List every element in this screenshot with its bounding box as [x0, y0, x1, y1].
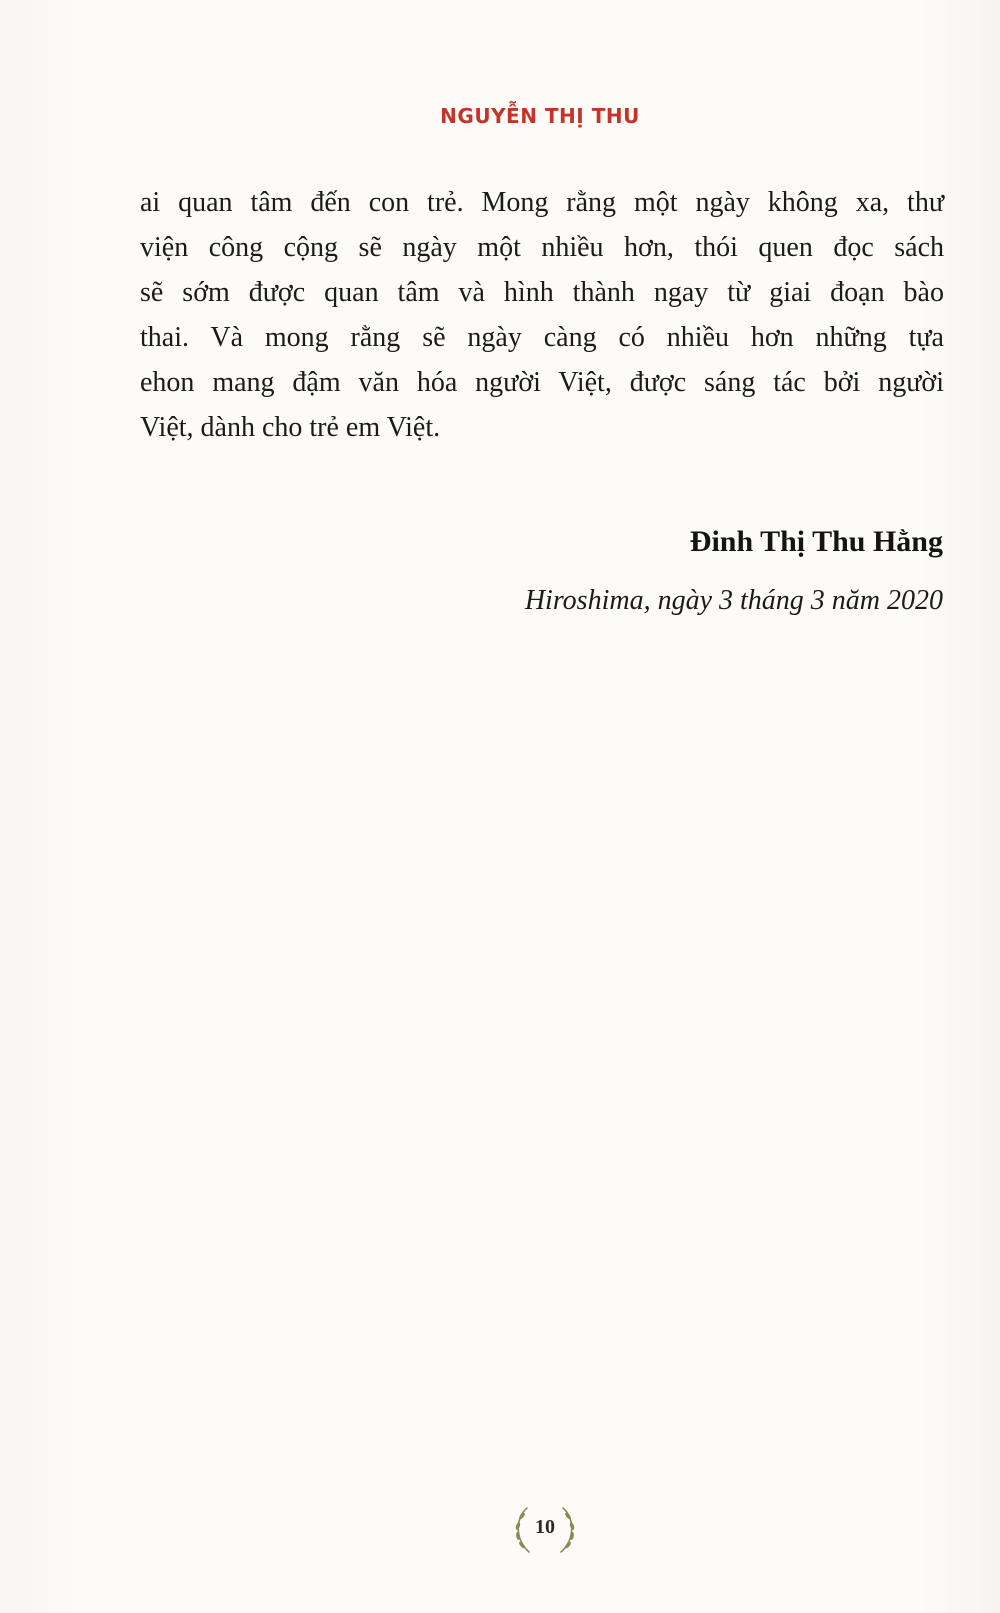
body-paragraph: [140, 180, 944, 450]
place-date-line: Hiroshima, ngày 3 tháng 3 năm 2020: [524, 585, 943, 616]
body-line: Việt, dành cho trẻ em Việt.: [140, 412, 441, 443]
page-number-ornament: [505, 1500, 585, 1560]
page-number: 10: [535, 1516, 555, 1538]
body-line: thai. Và mong rằng sẽ ngày càng có nhiều hơn những tựa: [140, 322, 944, 353]
running-header: NGUYỄN THỊ THU: [440, 104, 640, 128]
body-line: ehon mang đậm văn hóa người Việt, được sáng tác bởi người: [140, 367, 944, 398]
body-line: ai quan tâm đến con trẻ. Mong rằng một ngày không xa, thư: [140, 187, 944, 218]
body-line: viện công cộng sẽ ngày một nhiều hơn, thói quen đọc sách: [140, 232, 944, 263]
author-signature: Đinh Thị Thu Hằng: [689, 525, 943, 558]
body-line: sẽ sớm được quan tâm và hình thành ngay từ giai đoạn bào: [140, 277, 944, 308]
